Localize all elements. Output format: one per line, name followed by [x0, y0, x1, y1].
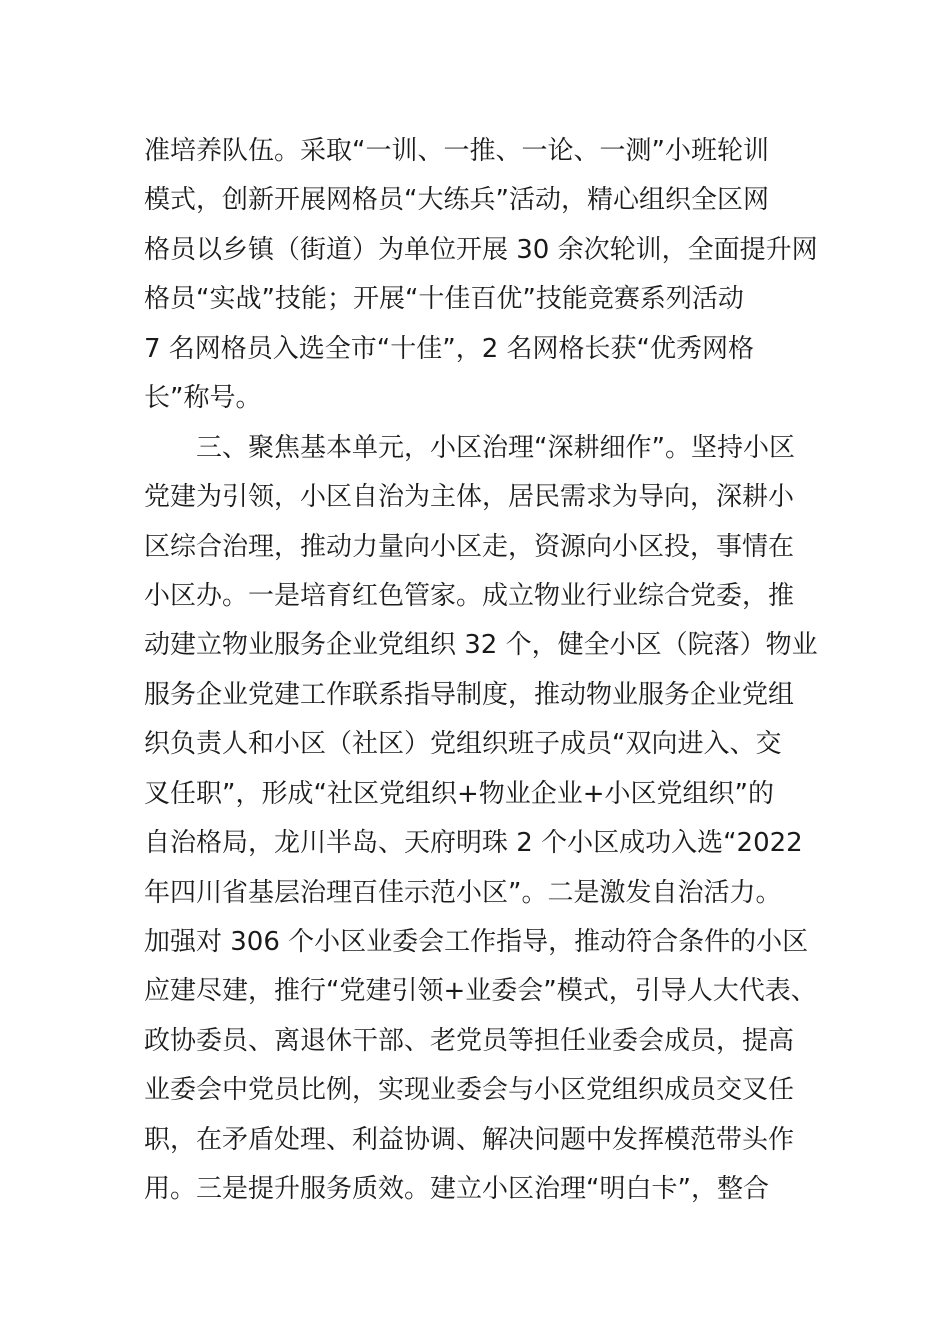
text-line: 政协委员、离退休干部、老党员等担任业委会成员，提高	[144, 1025, 795, 1056]
text-line: 格员以乡镇（街道）为单位开展 30 余次轮训，全面提升网	[144, 234, 818, 265]
body-text	[144, 127, 818, 1215]
text-line: 应建尽建，推行“党建引领+业委会”模式，引导人大代表、	[144, 976, 817, 1007]
text-line: 区综合治理，推动力量向小区走，资源向小区投，事情在	[144, 531, 795, 562]
text-line: 织负责人和小区（社区）党组织班子成员“双向进入、交	[144, 729, 782, 760]
text-line: 模式，创新开展网格员“大练兵”活动，精心组织全区网	[144, 185, 769, 216]
text-line: 职，在矛盾处理、利益协调、解决问题中发挥模范带头作	[144, 1124, 795, 1155]
text-line: 年四川省基层治理百佳示范小区”。二是激发自治活力。	[144, 877, 782, 908]
section-heading-line: 三、聚焦基本单元，小区治理“深耕细作”。坚持小区	[196, 432, 795, 463]
text-line: 用。三是提升服务质效。建立小区治理“明白卡”，整合	[144, 1174, 769, 1205]
text-line: 长”称号。	[144, 383, 262, 414]
text-line: 7 名网格员入选全市“十佳”，2 名网格长获“优秀网格	[144, 333, 755, 364]
text-line: 叉任职”，形成“社区党组织+物业企业+小区党组织”的	[144, 778, 774, 809]
text-line: 小区办。一是培育红色管家。成立物业行业综合党委，推	[144, 580, 795, 611]
text-line: 加强对 306 个小区业委会工作指导，推动符合条件的小区	[144, 927, 809, 957]
text-line: 服务企业党建工作联系指导制度，推动物业服务企业党组	[144, 679, 795, 710]
text-line: 自治格局，龙川半岛、天府明珠 2 个小区成功入选“2022	[144, 828, 803, 859]
text-line: 业委会中党员比例，实现业委会与小区党组织成员交叉任	[144, 1075, 795, 1106]
text-line: 党建为引领，小区自治为主体，居民需求为导向，深耕小	[144, 482, 795, 513]
text-line: 准培养队伍。采取“一训、一推、一论、一测”小班轮训	[144, 136, 769, 166]
text-line: 格员“实战”技能；开展“十佳百优”技能竞赛系列活动	[144, 284, 744, 315]
text-line: 动建立物业服务企业党组织 32 个，健全小区（院落）物业	[144, 630, 818, 661]
